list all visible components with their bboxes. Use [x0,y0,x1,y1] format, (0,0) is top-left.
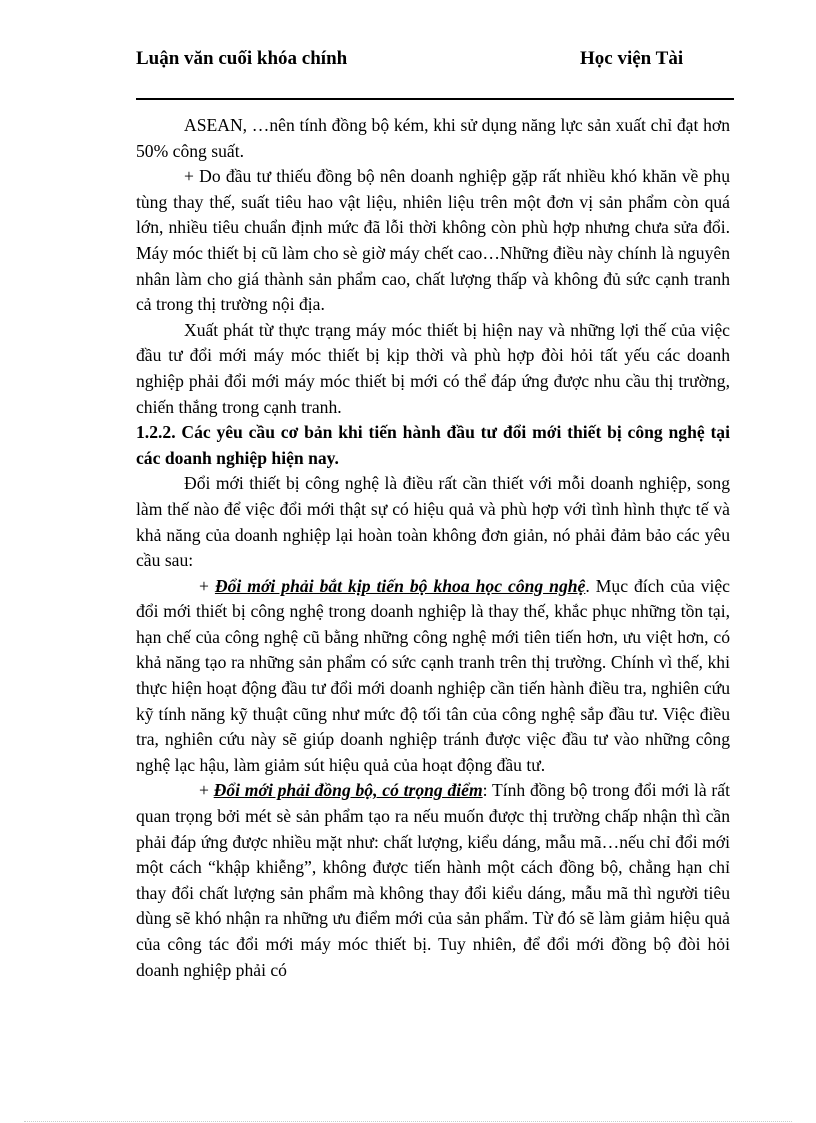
page-header [136,46,734,100]
paragraph-5-emphasis: Đổi mới phải bắt kịp tiến bộ khoa học công nghệ [214,575,586,596]
paragraph-6-text: : Tính đồng bộ trong đổi mới là rất quan trọng bởi mét sè sản phẩm tạo ra nếu muốn được thị trường chấp nhận thì cần phải đáp ứng được nhiều mặt như: chất lượng, kiểu dáng, mẫu mã…nếu chỉ đổi mới một cách “khập khiễng”, không được tiến hành một cách đồng bộ, chẳng hạn chỉ thay đổi chất lượng sản phẩm mà không thay đổi kiểu dáng, mẫu mã thì người tiêu dùng sẽ khó nhận ra những ưu điểm mới của sản phẩm. Từ đó sẽ làm giảm hiệu quả của công tác đổi mới máy móc thiết bị. Tuy nhiên, để đổi mới đồng bộ đòi hỏi doanh nghiệp phải có [136,780,730,980]
paragraph-3: Xuất phát từ thực trạng máy móc thiết bị hiện nay và những lợi thế của việc đầu tư đổi mới máy móc thiết bị kịp thời và phù hợp đòi hỏi tất yếu các doanh nghiệp phải đổi mới máy móc thiết bị mới có thể đáp ứng được nhu cầu thị trường, chiến thắng trong cạnh tranh. [136,319,730,417]
paragraph-5-prefix: + [199,575,215,596]
paragraph-5-text: . Mục đích của việc đổi mới thiết bị công nghệ trong doanh nghiệp là thay thế, khắc phục những tồn tại, hạn chế của công nghệ cũ bằng những công nghệ mới tiên tiến hơn, ưu việt hơn, có khả năng tạo ra những sản phẩm có sức cạnh tranh trên thị trường. Chính vì thế, khi thực hiện hoạt động đầu tư đổi mới doanh nghiệp cần tiến hành điều tra, nghiên cứu kỹ tính năng kỹ thuật cũng như mức độ tối tân của công nghệ sắp đầu tư. Việc điều tra, nghiên cứu này sẽ giúp doanh nghiệp tránh được việc đầu tư vào những công nghệ lạc hậu, làm giảm sút hiệu quả của hoạt động đầu tư. [136,575,730,775]
header-left-title: Luận văn cuối khóa chính [136,48,348,69]
paragraph-6 [136,778,730,983]
section-heading: 1.2.2. Các yêu cầu cơ bản khi tiến hành đầu tư đổi mới thiết bị công nghệ tại các doanh nghiệp hiện nay. [136,422,730,468]
page-bottom-divider [24,1121,792,1122]
paragraph-6-prefix: + [199,780,214,801]
paragraph-1: ASEAN, …nên tính đồng bộ kém, khi sử dụng năng lực sản xuất chỉ đạt hơn 50% công suất. [136,115,730,161]
paragraph-4: Đổi mới thiết bị công nghệ là điều rất cần thiết với mỗi doanh nghiệp, song làm thế nào để việc đổi mới thật sự có hiệu quả và phù hợp với tình hình thực tế và khả năng của doanh nghiệp lại hoàn toàn không đơn giản, nó phải đảm bảo các yêu cầu sau: [136,473,730,571]
document-body [136,113,730,983]
header-right-title: Học viện Tài [580,48,684,69]
paragraph-5 [136,574,730,779]
paragraph-2: + Do đầu tư thiếu đồng bộ nên doanh nghiệp gặp rất nhiều khó khăn về phụ tùng thay thế, suất tiêu hao vật liệu, nhiên liệu trên một đơn vị sản phẩm còn quá lớn, nhiều tiêu chuẩn định mức đã lỗi thời không còn phù hợp nhưng chưa sửa đổi. Máy móc thiết bị cũ làm cho sè giờ máy chết cao…Những điều này chính là nguyên nhân làm cho giá thành sản phẩm cao, chất lượng thấp và không đủ sức cạnh tranh cả trong thị trường nội địa. [136,166,730,315]
paragraph-6-emphasis: Đổi mới phải đồng bộ, có trọng điểm [213,780,483,801]
